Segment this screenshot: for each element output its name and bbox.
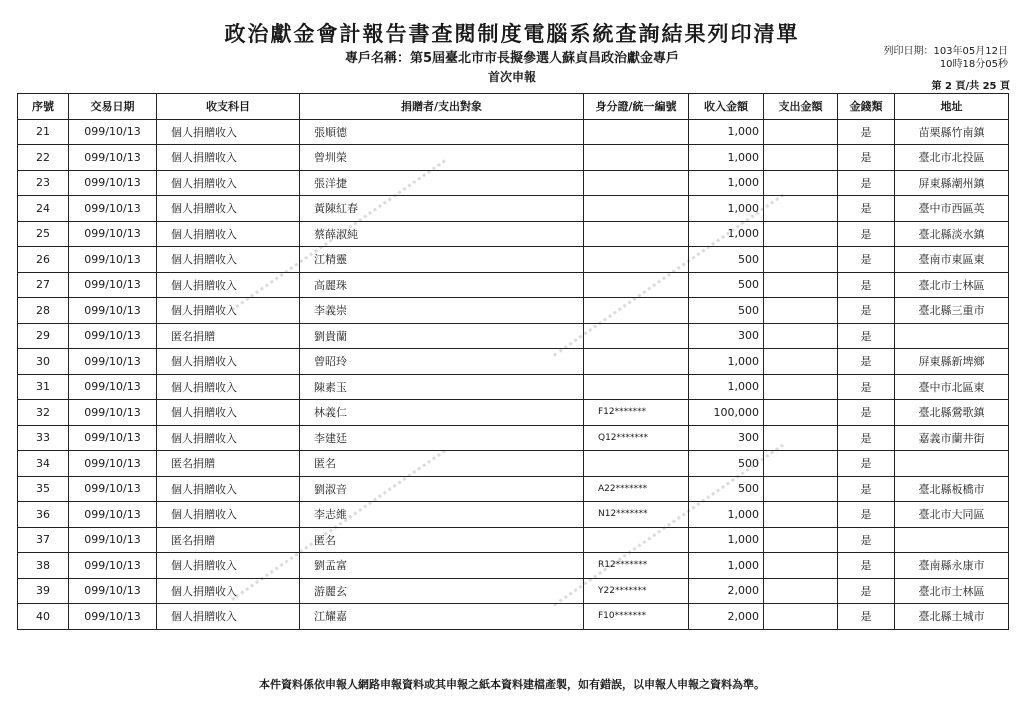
donor-name: 匿名 [300, 451, 584, 477]
donor-name: 劉孟富 [300, 553, 584, 579]
table-row [18, 451, 1009, 477]
donor-name: 劉淑音 [300, 476, 584, 502]
cash-flag: 是 [838, 425, 895, 451]
income-amount: 500 [689, 298, 764, 324]
cash-flag: 是 [838, 145, 895, 171]
print-date: 列印日期：103年05月12日 [883, 46, 1008, 57]
transaction-date: 099/10/13 [69, 527, 157, 553]
cash-flag: 是 [838, 323, 895, 349]
expense-amount [764, 323, 838, 349]
table-row [18, 476, 1009, 502]
transaction-date: 099/10/13 [69, 221, 157, 247]
row-number: 39 [18, 578, 69, 604]
expense-amount [764, 119, 838, 145]
income-amount: 500 [689, 451, 764, 477]
address: 臺北縣鶯歌鎮 [895, 400, 1009, 426]
table-row [18, 527, 1009, 553]
expense-amount [764, 247, 838, 273]
transaction-date: 099/10/13 [69, 502, 157, 528]
expense-amount [764, 349, 838, 375]
footer-note: 本件資料係依申報人網路申報資料或其申報之紙本資料建檔產製，如有錯誤，以申報人申報之資料為準。 [259, 678, 765, 691]
row-number: 40 [18, 604, 69, 630]
id-number [584, 145, 689, 171]
address: 臺中市西區英 [895, 196, 1009, 222]
income-amount: 1,000 [689, 502, 764, 528]
account-item: 個人捐贈收入 [157, 604, 300, 630]
transaction-date: 099/10/13 [69, 323, 157, 349]
expense-amount [764, 272, 838, 298]
row-number: 34 [18, 451, 69, 477]
income-amount: 300 [689, 323, 764, 349]
account-item: 個人捐贈收入 [157, 145, 300, 171]
account-item: 個人捐贈收入 [157, 400, 300, 426]
page-indicator: 第 2 頁/共 25 頁 [931, 81, 1010, 92]
income-amount: 1,000 [689, 170, 764, 196]
id-number: F12******* [584, 400, 689, 426]
expense-amount [764, 170, 838, 196]
row-number: 37 [18, 527, 69, 553]
print-info [868, 45, 1008, 71]
expense-amount [764, 400, 838, 426]
id-number: R12******* [584, 553, 689, 579]
income-amount: 1,000 [689, 374, 764, 400]
id-number [584, 374, 689, 400]
cash-flag: 是 [838, 502, 895, 528]
expense-amount [764, 451, 838, 477]
account-item: 個人捐贈收入 [157, 298, 300, 324]
account-item: 個人捐贈收入 [157, 170, 300, 196]
income-amount: 1,000 [689, 349, 764, 375]
cash-flag: 是 [838, 349, 895, 375]
cash-flag: 是 [838, 451, 895, 477]
expense-amount [764, 425, 838, 451]
income-amount: 1,000 [689, 221, 764, 247]
address: 臺北市士林區 [895, 272, 1009, 298]
donor-name: 江耀嘉 [300, 604, 584, 630]
column-header: 收入金額 [689, 94, 764, 120]
column-header: 金錢類 [838, 94, 895, 120]
donor-name: 曾昭玲 [300, 349, 584, 375]
address [895, 527, 1009, 553]
address: 臺南縣永康市 [895, 553, 1009, 579]
table-row [18, 553, 1009, 579]
expense-amount [764, 578, 838, 604]
donor-name: 黃陳紅春 [300, 196, 584, 222]
table-row [18, 145, 1009, 171]
account-item: 個人捐贈收入 [157, 502, 300, 528]
id-number [584, 323, 689, 349]
table-row [18, 323, 1009, 349]
account-item: 個人捐贈收入 [157, 196, 300, 222]
address: 臺北縣板橋市 [895, 476, 1009, 502]
row-number: 22 [18, 145, 69, 171]
transaction-date: 099/10/13 [69, 553, 157, 579]
row-number: 36 [18, 502, 69, 528]
income-amount: 1,000 [689, 196, 764, 222]
account-name: 專戶名稱：第5屆臺北市市長擬參選人蘇貞昌政治獻金專戶 [344, 51, 680, 66]
table-row [18, 374, 1009, 400]
income-amount: 1,000 [689, 527, 764, 553]
income-amount: 500 [689, 247, 764, 273]
transaction-date: 099/10/13 [69, 119, 157, 145]
donor-name: 李義崇 [300, 298, 584, 324]
account-item: 匿名捐贈 [157, 451, 300, 477]
id-number: Y22******* [584, 578, 689, 604]
row-number: 38 [18, 553, 69, 579]
id-number: Q12******* [584, 425, 689, 451]
table-row [18, 272, 1009, 298]
transaction-date: 099/10/13 [69, 196, 157, 222]
transaction-date: 099/10/13 [69, 400, 157, 426]
row-number: 29 [18, 323, 69, 349]
row-number: 27 [18, 272, 69, 298]
transaction-date: 099/10/13 [69, 578, 157, 604]
account-item: 個人捐贈收入 [157, 349, 300, 375]
cash-flag: 是 [838, 374, 895, 400]
address [895, 451, 1009, 477]
row-number: 21 [18, 119, 69, 145]
income-amount: 300 [689, 425, 764, 451]
table-row [18, 502, 1009, 528]
donor-name: 江精靈 [300, 247, 584, 273]
account-item: 個人捐贈收入 [157, 119, 300, 145]
table-row [18, 349, 1009, 375]
table-row [18, 119, 1009, 145]
table-row [18, 400, 1009, 426]
account-item: 匿名捐贈 [157, 323, 300, 349]
column-header: 捐贈者/支出對象 [300, 94, 584, 120]
id-number: N12******* [584, 502, 689, 528]
transaction-date: 099/10/13 [69, 272, 157, 298]
table-header-row [18, 94, 1009, 120]
column-header: 地址 [895, 94, 1009, 120]
cash-flag: 是 [838, 298, 895, 324]
row-number: 35 [18, 476, 69, 502]
account-item: 個人捐贈收入 [157, 374, 300, 400]
table-row [18, 170, 1009, 196]
donor-name: 李志維 [300, 502, 584, 528]
id-number [584, 170, 689, 196]
row-number: 28 [18, 298, 69, 324]
cash-flag: 是 [838, 196, 895, 222]
account-item: 個人捐贈收入 [157, 476, 300, 502]
cash-flag: 是 [838, 578, 895, 604]
donor-name: 曾圳榮 [300, 145, 584, 171]
income-amount: 2,000 [689, 578, 764, 604]
transaction-date: 099/10/13 [69, 451, 157, 477]
id-number [584, 451, 689, 477]
id-number [584, 298, 689, 324]
row-number: 24 [18, 196, 69, 222]
income-amount: 1,000 [689, 553, 764, 579]
account-item: 個人捐贈收入 [157, 425, 300, 451]
donor-name: 張洋捷 [300, 170, 584, 196]
transaction-date: 099/10/13 [69, 298, 157, 324]
cash-flag: 是 [838, 604, 895, 630]
column-header: 收支科目 [157, 94, 300, 120]
donor-name: 林義仁 [300, 400, 584, 426]
cash-flag: 是 [838, 119, 895, 145]
cash-flag: 是 [838, 272, 895, 298]
row-number: 32 [18, 400, 69, 426]
expense-amount [764, 145, 838, 171]
expense-amount [764, 196, 838, 222]
transaction-date: 099/10/13 [69, 374, 157, 400]
table-row [18, 247, 1009, 273]
column-header: 序號 [18, 94, 69, 120]
table-row [18, 221, 1009, 247]
address: 臺北市士林區 [895, 578, 1009, 604]
column-header: 交易日期 [69, 94, 157, 120]
cash-flag: 是 [838, 170, 895, 196]
address: 臺北縣三重市 [895, 298, 1009, 324]
cash-flag: 是 [838, 247, 895, 273]
id-number [584, 119, 689, 145]
cash-flag: 是 [838, 553, 895, 579]
address: 屏東縣新埤鄉 [895, 349, 1009, 375]
print-time: 10時18分05秒 [939, 59, 1008, 70]
table-row [18, 578, 1009, 604]
expense-amount [764, 604, 838, 630]
account-item: 個人捐贈收入 [157, 221, 300, 247]
donor-name: 蔡薛淑純 [300, 221, 584, 247]
address: 嘉義市蘭井街 [895, 425, 1009, 451]
id-number [584, 247, 689, 273]
address: 苗栗縣竹南鎮 [895, 119, 1009, 145]
address [895, 323, 1009, 349]
address: 臺中市北區東 [895, 374, 1009, 400]
expense-amount [764, 553, 838, 579]
donor-name: 張順德 [300, 119, 584, 145]
income-amount: 100,000 [689, 400, 764, 426]
document-title: 政治獻金會計報告書查閱制度電腦系統查詢結果列印清單 [224, 22, 800, 46]
account-item: 個人捐贈收入 [157, 578, 300, 604]
address: 屏東縣潮州鎮 [895, 170, 1009, 196]
cash-flag: 是 [838, 476, 895, 502]
income-amount: 1,000 [689, 145, 764, 171]
address: 臺北市大同區 [895, 502, 1009, 528]
address: 臺北市北投區 [895, 145, 1009, 171]
expense-amount [764, 476, 838, 502]
expense-amount [764, 298, 838, 324]
row-number: 33 [18, 425, 69, 451]
transaction-date: 099/10/13 [69, 170, 157, 196]
table-row [18, 196, 1009, 222]
account-item: 個人捐贈收入 [157, 247, 300, 273]
address: 臺北縣淡水鎮 [895, 221, 1009, 247]
transaction-date: 099/10/13 [69, 425, 157, 451]
expense-amount [764, 221, 838, 247]
row-number: 23 [18, 170, 69, 196]
id-number: F10******* [584, 604, 689, 630]
donor-name: 李建廷 [300, 425, 584, 451]
id-number [584, 272, 689, 298]
donation-table [17, 93, 1009, 630]
transaction-date: 099/10/13 [69, 349, 157, 375]
account-item: 匿名捐贈 [157, 527, 300, 553]
donor-name: 劉貴蘭 [300, 323, 584, 349]
expense-amount [764, 502, 838, 528]
income-amount: 2,000 [689, 604, 764, 630]
account-item: 個人捐贈收入 [157, 553, 300, 579]
cash-flag: 是 [838, 400, 895, 426]
income-amount: 1,000 [689, 119, 764, 145]
row-number: 25 [18, 221, 69, 247]
cash-flag: 是 [838, 221, 895, 247]
table-row [18, 298, 1009, 324]
id-number [584, 196, 689, 222]
account-item: 個人捐贈收入 [157, 272, 300, 298]
donor-name: 陳素玉 [300, 374, 584, 400]
income-amount: 500 [689, 272, 764, 298]
id-number: A22******* [584, 476, 689, 502]
transaction-date: 099/10/13 [69, 476, 157, 502]
expense-amount [764, 374, 838, 400]
id-number [584, 221, 689, 247]
transaction-date: 099/10/13 [69, 145, 157, 171]
table-row [18, 425, 1009, 451]
row-number: 26 [18, 247, 69, 273]
row-number: 30 [18, 349, 69, 375]
donor-name: 游麗玄 [300, 578, 584, 604]
table-row [18, 604, 1009, 630]
cash-flag: 是 [838, 527, 895, 553]
donor-name: 高麗珠 [300, 272, 584, 298]
donor-name: 匿名 [300, 527, 584, 553]
table-body [18, 119, 1009, 629]
income-amount: 500 [689, 476, 764, 502]
transaction-date: 099/10/13 [69, 604, 157, 630]
expense-amount [764, 527, 838, 553]
address: 臺南市東區東 [895, 247, 1009, 273]
address: 臺北縣土城市 [895, 604, 1009, 630]
column-header: 身分證/統一編號 [584, 94, 689, 120]
transaction-date: 099/10/13 [69, 247, 157, 273]
id-number [584, 527, 689, 553]
row-number: 31 [18, 374, 69, 400]
id-number [584, 349, 689, 375]
report-type: 首次申報 [487, 70, 536, 84]
column-header: 支出金額 [764, 94, 838, 120]
